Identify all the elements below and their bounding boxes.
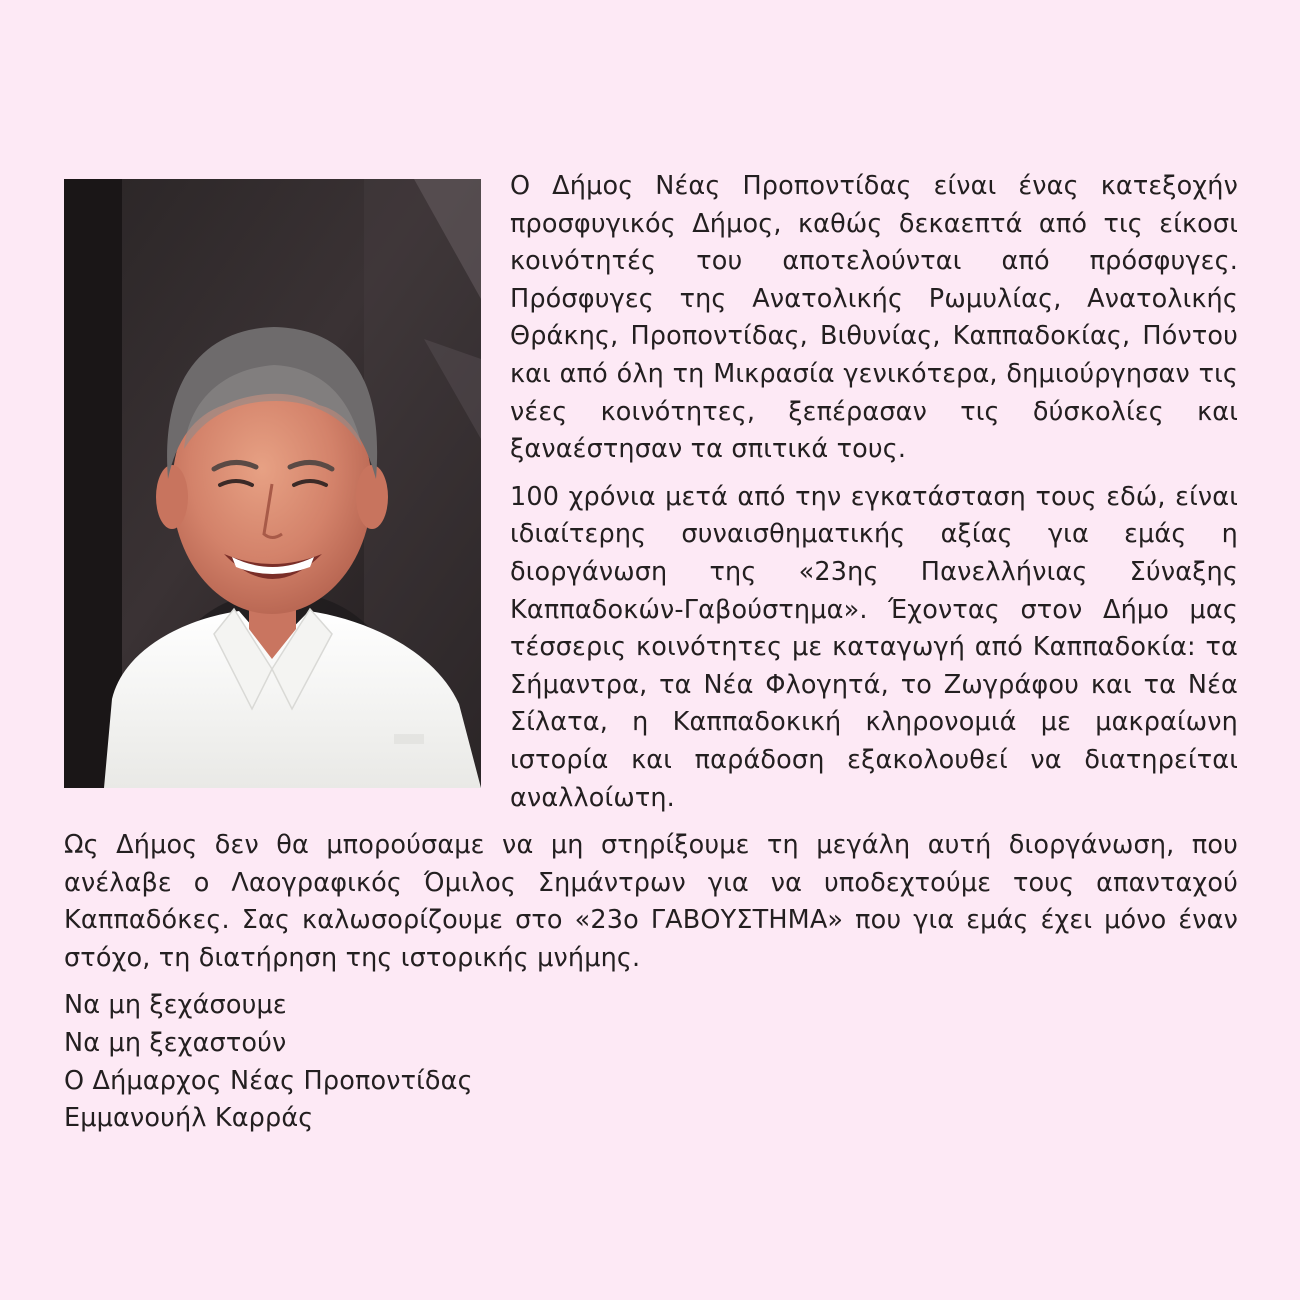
- intro-text: [510, 168, 1238, 817]
- portrait-photo: [64, 179, 481, 788]
- signature-name: Εμμανουήλ Καρράς: [64, 1103, 314, 1134]
- signature-title: Ο Δήμαρχος Νέας Προποντίδας: [64, 1065, 473, 1096]
- paragraph-centenary: 100 χρόνια μετά από την εγκατάσταση τους εδώ, είναι ιδιαίτερης συναισθηματικής αξίας για εμάς η διοργάνωση της «23ης Πανελλήνιας Σύναξης Καππαδοκών-Γαβούστημα». Έχοντας στον Δήμο μας τέσσερις κοινότητες με καταγωγή από Καππαδοκία: τα Σήμαντρα, τα Νέα Φλογητά, το Ζωγράφου και τα Νέα Σίλατα, η Καππαδοκική κληρονομιά με μακραίωνη ιστορία και παράδοση εξακολουθεί να διατηρείται αναλλοίωτη.: [510, 481, 1238, 813]
- paragraph-intro: Ο Δήμος Νέας Προποντίδας είναι ένας κατεξοχήν προσφυγικός Δήμος, καθώς δεκαεπτά από τις είκοσι κοινότητές του αποτελούνται από πρόσφυγες. Πρόσφυγες της Ανατολικής Ρωμυλίας, Ανατολικής Θράκης, Προποντίδας, Βιθυνίας, Καππαδοκίας, Πόντου και από όλη τη Μικρασία γενικότερα, δημιούργησαν τις νέες κοινότητες, ξεπέρασαν τις δύσκολίες και ξαναέστησαν τα σπιτικά τους.: [510, 171, 1238, 465]
- letter-page: [64, 168, 1238, 1138]
- signature-line-1: Να μη ξεχάσουμε: [64, 990, 287, 1021]
- signature-block: [64, 987, 1238, 1137]
- paragraph-support: Ως Δήμος δεν θα μπορούσαμε να μη στηρίξουμε τη μεγάλη αυτή διοργάνωση, που ανέλαβε ο Λαογραφικός Όμιλος Σημάντρων για να υποδεχτούμε τους απανταχού Καππαδόκες. Σας καλωσορίζουμε στο «23ο ΓΑΒΟΥΣΤΗΜΑ» που για εμάς έχει μόνο έναν στόχο, τη διατήρηση της ιστορικής μνήμης.: [64, 830, 1238, 973]
- signature-line-2: Να μη ξεχαστούν: [64, 1028, 287, 1059]
- intro-section: [64, 168, 1238, 817]
- portrait-illustration: [64, 179, 481, 788]
